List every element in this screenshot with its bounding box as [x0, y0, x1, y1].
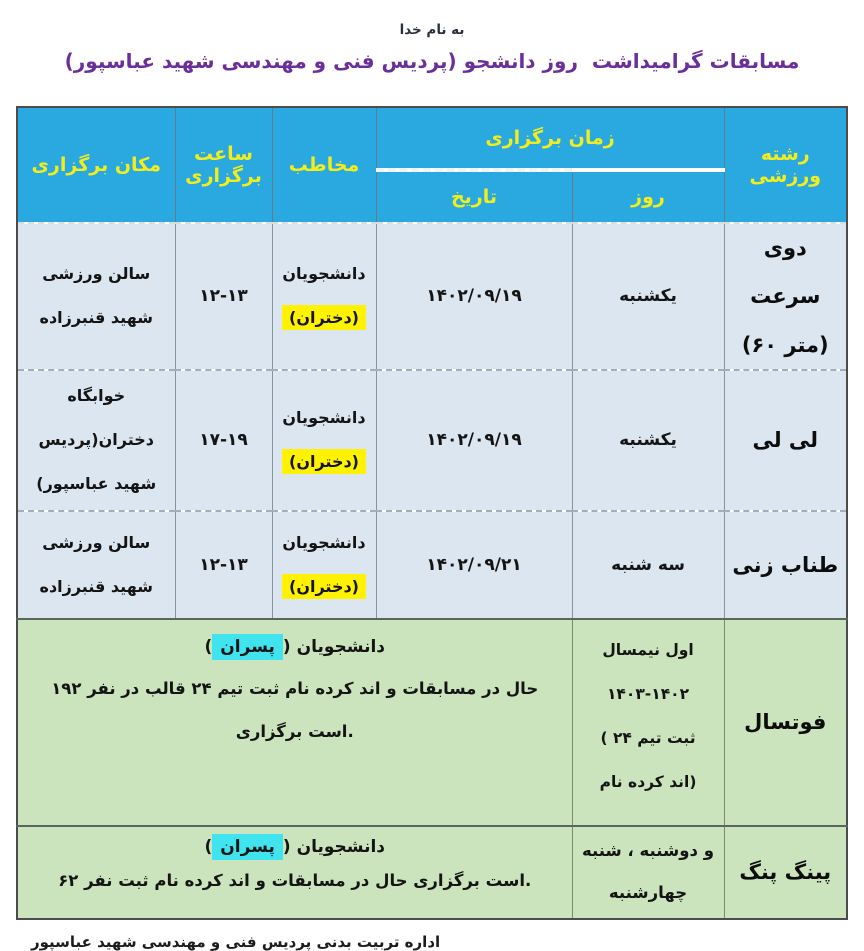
paren-open: ( — [282, 636, 297, 657]
futsal-schedule-line1: نیمسال‎ اول — [602, 640, 694, 659]
cell-audience-sprint — [272, 223, 376, 370]
cell-days-pingpong — [572, 826, 724, 919]
cell-note-pingpong — [17, 826, 572, 919]
cell-sport-pingpong: پینگ پنگ — [724, 826, 847, 919]
futsal-note-line2: ۱۹۲ نفر‎ در‎ قالب‎ ۲۴ تیم‎ ثبت‎ نام‎ کرده‎ اند‎ و‎ مسابقات‎ در‎ حال — [51, 678, 539, 698]
table-row-rope — [17, 511, 847, 619]
cell-audience-lili — [272, 370, 376, 511]
cell-day-sprint: یکشنبه — [572, 223, 724, 370]
futsal-schedule-line2: ۱۴۰۳-۱۴۰۲ — [606, 685, 690, 704]
cell-hour-sprint: ۱۲-۱۳ — [175, 223, 272, 370]
audience-girls-highlight: (دختران) — [282, 574, 366, 599]
cell-audience-rope — [272, 511, 376, 619]
cell-venue-sprint — [17, 223, 175, 370]
cell-hour-rope: ۱۲-۱۳ — [175, 511, 272, 619]
futsal-audience-line — [21, 637, 569, 657]
audience-line1: دانشجویان — [282, 532, 366, 552]
futsal-note-line3: برگزاری‎ است. — [235, 721, 354, 741]
audience-boys-highlight: پسران — [212, 834, 283, 860]
sprint-name-line2: (۶۰ متر) — [741, 332, 829, 357]
paren-open: ( — [282, 836, 297, 857]
audience-line1: دانشجویان — [282, 264, 366, 284]
audience-word: دانشجویان — [296, 636, 386, 657]
cell-sport-futsal: فوتسال — [724, 619, 847, 826]
futsal-schedule-line3: ( ۲۴ تیم‎ ثبت — [600, 729, 696, 748]
venue-line2: دختران(پردیس — [38, 430, 154, 450]
pingpong-days-line2: چهارشنبه — [608, 883, 688, 903]
cell-day-rope: سه شنبه — [572, 511, 724, 619]
audience-line1: دانشجویان — [282, 408, 366, 428]
paren-close: ) — [204, 836, 213, 857]
cell-sport-rope: طناب زنی — [724, 511, 847, 619]
cell-sport-sprint — [724, 223, 847, 370]
table-row-lili — [17, 370, 847, 511]
cell-note-futsal — [17, 619, 572, 826]
audience-girls-highlight: (دختران) — [282, 449, 366, 474]
bismillah-text: به نام خدا — [399, 22, 465, 38]
page-title: مسابقات گرامیداشت روز دانشجو (پردیس فنی و مهندسی شهید عباسپور) — [64, 49, 800, 73]
table-row-futsal — [17, 619, 847, 826]
hour-header-line1: ساعت — [194, 143, 253, 165]
column-header-time-group: زمان برگزاری — [376, 107, 724, 170]
cell-date-rope: ۱۴۰۲/۰۹/۲۱ — [376, 511, 572, 619]
audience-word: دانشجویان — [296, 836, 386, 857]
audience-girls-highlight: (دختران) — [282, 305, 366, 330]
table-row-sprint — [17, 223, 847, 370]
venue-line2: شهید قنبرزاده — [39, 576, 153, 596]
cell-date-sprint: ۱۴۰۲/۰۹/۱۹ — [376, 223, 572, 370]
pingpong-days-line1: شنبه‎ ،‎ دوشنبه‎ و — [582, 840, 714, 860]
footer-office-name: اداره تربیت بدنی پردیس فنی و مهندسی شهید عباسپور — [31, 932, 441, 951]
column-header-hour — [175, 107, 272, 223]
cell-venue-rope — [17, 511, 175, 619]
venue-line1: سالن ورزشی — [42, 532, 151, 552]
table-row-pingpong — [17, 826, 847, 919]
column-header-venue: مکان برگزاری — [17, 107, 175, 223]
cell-schedule-futsal — [572, 619, 724, 826]
cell-day-lili: یکشنبه — [572, 370, 724, 511]
venue-line3: شهید عباسپور) — [36, 474, 157, 494]
futsal-schedule-line4: نام‎ کرده‎ اند) — [599, 773, 697, 792]
pingpong-note-line2: ۶۲ نفر‎ ثبت‎ نام‎ کرده‎ اند‎ و‎ مسابقات‎ در‎ حال‎ برگزاری‎ است. — [58, 870, 532, 890]
column-header-audience: مخاطب — [272, 107, 376, 223]
cell-venue-lili — [17, 370, 175, 511]
cell-sport-lili: لی لی — [724, 370, 847, 511]
hour-header-line2: برگزاری — [185, 165, 262, 187]
competition-schedule-table — [16, 106, 848, 920]
paren-close: ) — [204, 636, 213, 657]
cell-hour-lili: ۱۷-۱۹ — [175, 370, 272, 511]
venue-line2: شهید قنبرزاده — [39, 308, 153, 328]
audience-boys-highlight: پسران — [212, 634, 283, 660]
column-header-day: روز — [572, 170, 724, 223]
sprint-name-line1: دوی سرعت — [750, 236, 821, 309]
column-header-sport: رشته ورزشی — [724, 107, 847, 223]
cell-date-lili: ۱۴۰۲/۰۹/۱۹ — [376, 370, 572, 511]
venue-line1: خوابگاه — [67, 386, 126, 406]
header-row-1 — [17, 107, 847, 170]
pingpong-audience-line — [21, 837, 569, 857]
column-header-date: تاریخ — [376, 170, 572, 223]
venue-line1: سالن ورزشی — [42, 264, 151, 284]
